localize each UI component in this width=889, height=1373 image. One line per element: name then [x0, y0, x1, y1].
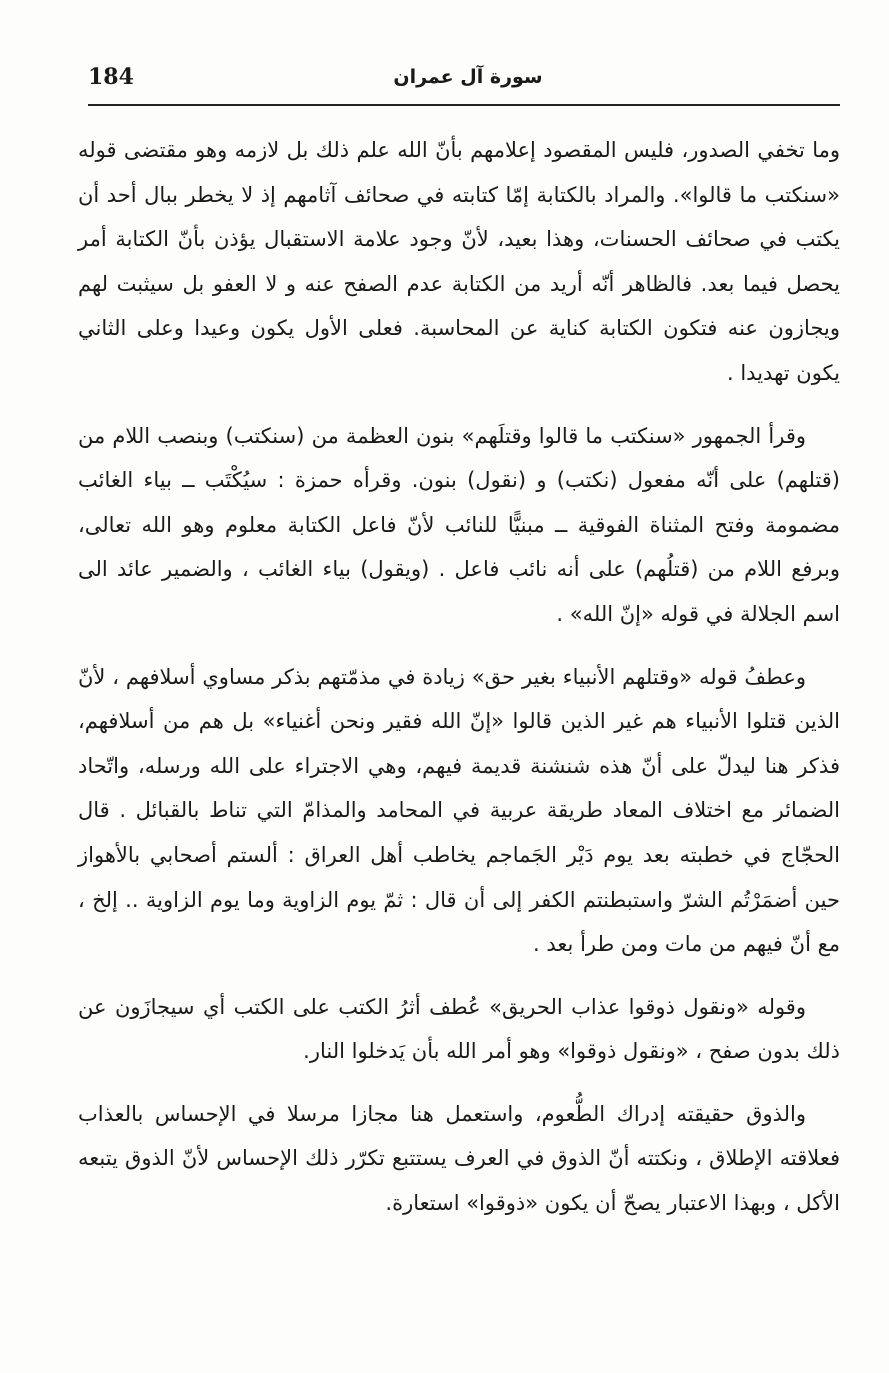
running-title: سورة آل عمران — [393, 66, 543, 88]
page-number: 184 — [88, 64, 134, 90]
page-header — [88, 62, 840, 106]
paragraph: وما تخفي الصدور، فليس المقصود إعلامهم بأنّ الله علم ذلك بل لازمه وهو مقتضى قوله «سنكتب ما قالوا». والمراد بالكتابة إمّا كتابته في صحائف آثامهم إذ لا يخطر ببال أحد أن يكتب في صحائف الحسنات، وهذا بعيد، لأنّ وجود علامة الاستقبال يؤذن بأنّ الكتابة أمر يحصل فيما بعد. فالظاهر أنّه أريد من الكتابة عدم الصفح عنه و لا العفو بل سيثبت لهم ويجازون عنه فتكون الكتابة كناية عن المحاسبة. فعلى الأول يكون وعيدا وعلى الثاني يكون تهديدا . — [78, 138, 840, 385]
paragraph: وعطفُ قوله «وقتلهم الأنبياء بغير حق» زيادة في مذمّتهم بذكر مساوي أسلافهم ، لأنّ الذين قتلوا الأنبياء هم غير الذين قالوا «إنّ الله فقير ونحن أغنياء» بل هم من أسلافهم، فذكر هنا ليدلّ على أنّ هذه شنشنة قديمة فيهم، وهي الاجتراء على الله ورسله، واتّحاد الضمائر مع اختلاف المعاد طريقة عربية في المحامد والمذامّ التي تناط بالقبائل . قال الحجّاج في خطبته بعد يوم دَيْر الجَماجم يخاطب أهل العراق : ألستم أصحابي بالأهواز حين أضمَرْتُم الشرّ واستبطنتم الكفر إلى أن قال : ثمّ يوم الزاوية وما يوم الزاوية .. إلخ ، مع أنّ فيهم من مات ومن طرأ بعد . — [78, 664, 840, 957]
header-divider — [88, 104, 840, 106]
main-text — [78, 128, 840, 1244]
paragraph: وقرأ الجمهور «سنكتب ما قالوا وقتلَهم» بنون العظمة من (سنكتب) وبنصب اللام من (قتلهم) على أنّه مفعول (نكتب) و (نقول) بنون. وقرأه حمزة : سيُكْتَب ــ بياء الغائب مضمومة وفتح المثناة الفوقية ــ مبنيًّا للنائب لأنّ فاعل الكتابة معلوم وهو الله تعالى، وبرفع اللام من (قتلُهم) على أنه نائب فاعل . (ويقول) بياء الغائب ، والضمير عائد الى اسم الجلالة في قوله «إنّ الله» . — [78, 423, 840, 626]
paragraph: والذوق حقيقته إدراك الطُّعوم، واستعمل هنا مجازا مرسلا في الإحساس بالعذاب فعلاقته الإطلاق ، ونكتته أنّ الذوق في العرف يستتبع تكرّر ذلك الإحساس لأنّ الذوق يتبعه الأكل ، وبهذا الاعتبار يصحّ أن يكون «ذوقوا» استعارة. — [78, 1101, 840, 1216]
paragraph: وقوله «ونقول ذوقوا عذاب الحريق» عُطف أثرُ الكتب على الكتب أي سيجازَون عن ذلك بدون صفح ، «ونقول ذوقوا» وهو أمر الله بأن يَدخلوا النار. — [78, 994, 840, 1064]
